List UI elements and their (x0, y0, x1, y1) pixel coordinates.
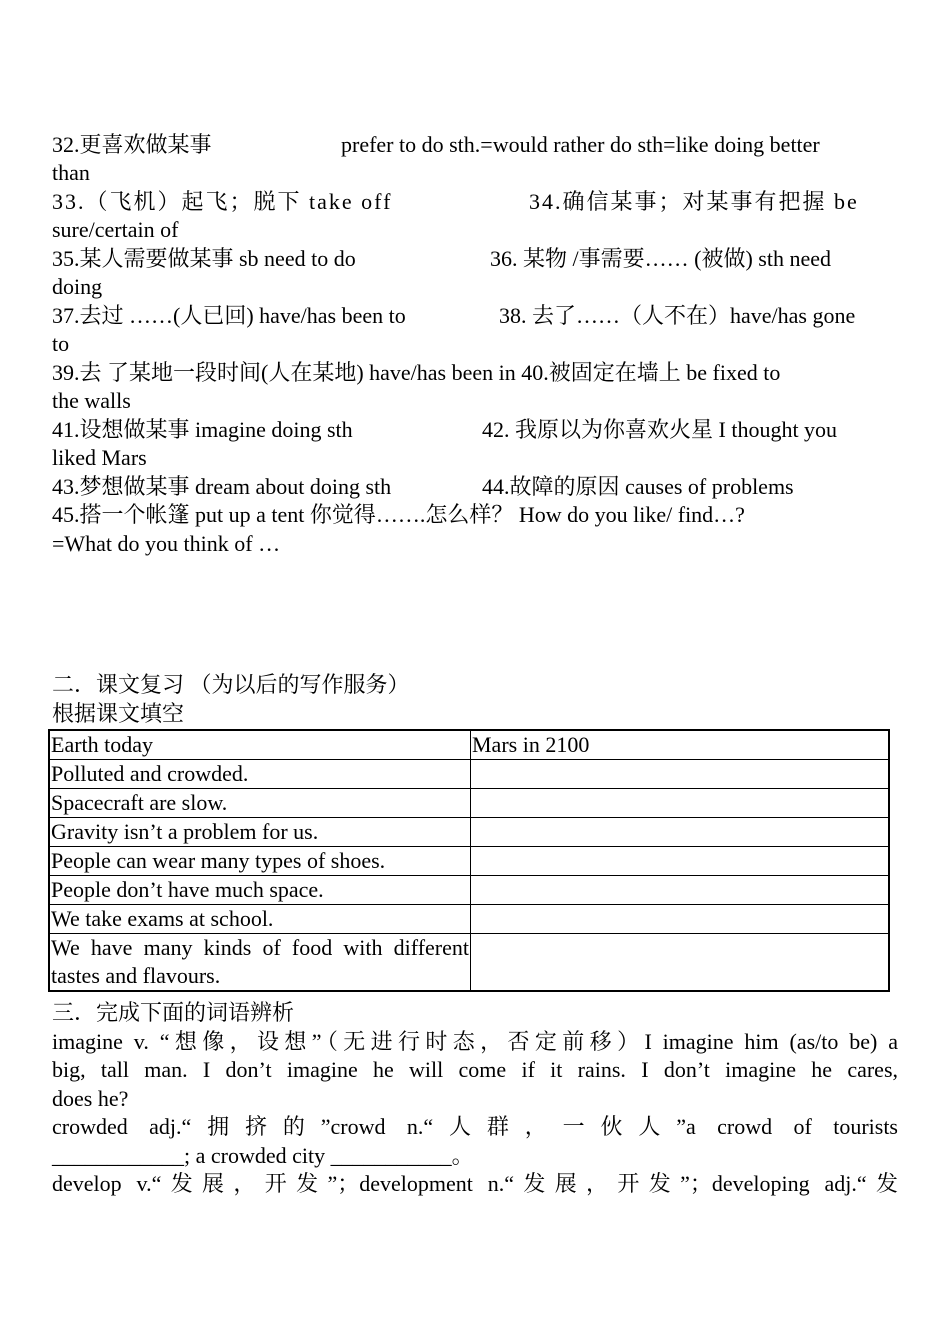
table-cell-earth: We have many kinds of food with different tastes and flavours. (49, 934, 471, 992)
table-cell-earth: Gravity isn’t a problem for us. (49, 818, 471, 847)
section3-heading: 三．完成下面的词语辨析 (52, 1000, 295, 1025)
phrase-32-en: prefer to do sth.=would rather do sth=like doing better (341, 132, 820, 157)
table-row (49, 905, 889, 934)
table-row (49, 934, 889, 992)
phrase-43-44 (52, 473, 898, 501)
review-table (48, 729, 890, 992)
table-cell-mars-blank[interactable] (471, 789, 890, 818)
phrase-33: 33.（飞机）起飞；脱下 take off (52, 189, 393, 214)
phrase-42-cont: liked Mars (52, 445, 147, 470)
phrase-45-cont: =What do you think of … (52, 531, 281, 556)
phrase-41: 41.设想做某事 imagine doing sth (52, 417, 353, 442)
phrase-44: 44.故障的原因 causes of problems (482, 474, 794, 499)
phrase-38: 38. 去了……（人不在）have/has gone (499, 303, 856, 328)
table-row (49, 760, 889, 789)
phrase-37-38 (52, 302, 898, 330)
table-cell-mars-blank[interactable] (471, 876, 890, 905)
phrase-36: 36. 某物 /事需要…… (被做) sth need (490, 246, 831, 271)
phrase-43: 43.梦想做某事 dream about doing sth (52, 474, 392, 499)
table-cell-mars-blank[interactable] (471, 934, 890, 992)
phrase-39-40: 39.去 了某地一段时间(人在某地) have/has been in 40.被固定在墙上 be fixed to (52, 360, 781, 385)
imagine-line-2: big, tall man. I don’t imagine he will come if it rains. I don’t imagine he cares, (52, 1057, 898, 1082)
table-row (49, 847, 889, 876)
table-cell-mars-blank[interactable] (471, 818, 890, 847)
table-cell-earth: People can wear many types of shoes. (49, 847, 471, 876)
imagine-line-3: does he? (52, 1086, 129, 1111)
table-cell-mars-blank[interactable] (471, 760, 890, 789)
phrase-34-cont: sure/certain of (52, 217, 179, 242)
table-cell-earth: Spacecraft are slow. (49, 789, 471, 818)
phrase-40-cont: the walls (52, 388, 131, 413)
develop-line-1: develop v.“发展，开发”；development n.“发展，开发”；developing adj.“发 (52, 1171, 898, 1196)
table-cell-earth: Polluted and crowded. (49, 760, 471, 789)
phrase-38-cont: to (52, 331, 70, 356)
phrase-32 (52, 131, 898, 159)
table-header-row (49, 730, 889, 760)
crowded-line-2: ____________; a crowded city ___________。 (52, 1143, 474, 1168)
table-cell-earth: We take exams at school. (49, 905, 471, 934)
table-cell-mars-blank[interactable] (471, 847, 890, 876)
phrase-37: 37.去过 ……(人已回) have/has been to (52, 303, 406, 328)
table-header-mars: Mars in 2100 (471, 730, 890, 760)
table-header-earth: Earth today (49, 730, 471, 760)
section2-heading: 二．课文复习 （为以后的写作服务） (52, 672, 410, 697)
table-row (49, 818, 889, 847)
phrase-41-42 (52, 416, 898, 444)
phrase-35-36 (52, 245, 898, 273)
phrase-34: 34.确信某事；对某事有把握 be (529, 189, 859, 214)
phrase-33-34 (52, 188, 898, 216)
phrase-36-cont: doing (52, 274, 103, 299)
phrase-32-cont: than (52, 160, 90, 185)
table-row (49, 876, 889, 905)
section2-subheading: 根据课文填空 (52, 701, 185, 726)
table-cell-earth: People don’t have much space. (49, 876, 471, 905)
phrase-45: 45.搭一个帐篷 put up a tent 你觉得…….怎么样？ How do you like/ find…? (52, 502, 745, 527)
phrase-42: 42. 我原以为你喜欢火星 I thought you (482, 417, 838, 442)
phrase-35: 35.某人需要做某事 sb need to do (52, 246, 356, 271)
table-row (49, 789, 889, 818)
table-cell-mars-blank[interactable] (471, 905, 890, 934)
crowded-line-1: crowded adj.“拥挤的”crowd n.“人群，一伙人”a crowd of tourists (52, 1114, 898, 1139)
phrase-32-cn: 32.更喜欢做某事 (52, 132, 212, 157)
imagine-line-1: imagine v. “想像，设想”（无进行时态，否定前移）I imagine him (as/to be) a (52, 1029, 898, 1054)
